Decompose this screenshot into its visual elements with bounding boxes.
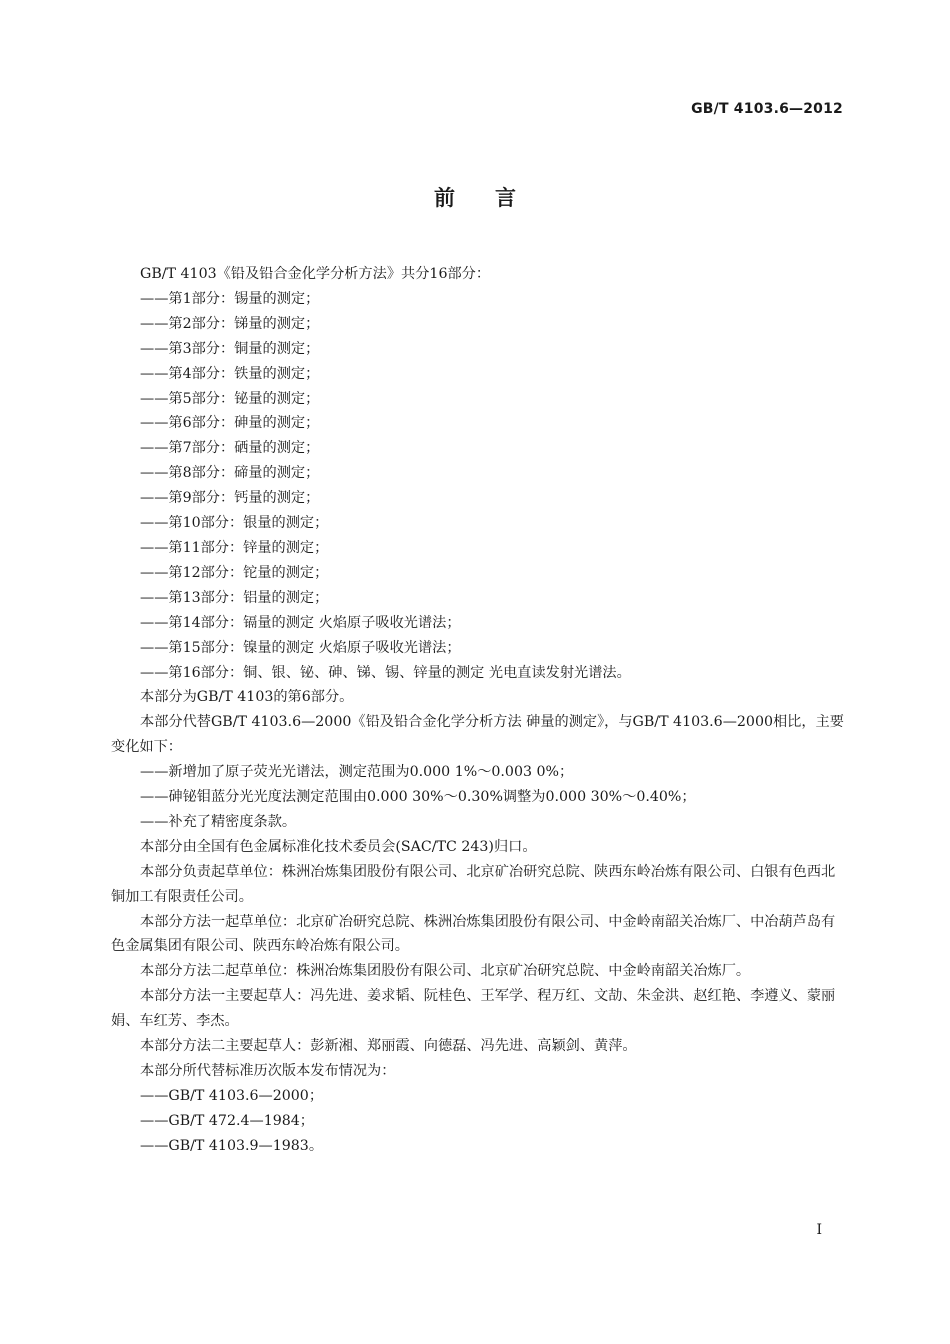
- part-list-item: ——第13部分：铝量的测定；: [140, 589, 329, 606]
- intro-paragraph: GB/T 4103《铅及铅合金化学分析方法》共分16部分：: [140, 266, 491, 282]
- change-list-item: ——补充了精密度条款。: [140, 813, 297, 830]
- part-list-item: ——第2部分：锑量的测定；: [140, 315, 320, 332]
- standard-code: GB/T 4103.6—2012: [691, 101, 843, 117]
- part-list-item: ——第10部分：银量的测定；: [140, 515, 329, 532]
- part-list-item: ——第4部分：铁量的测定；: [140, 365, 320, 382]
- page-number: I: [816, 1222, 822, 1238]
- part-list-item: ——第6部分：砷量的测定；: [140, 415, 320, 432]
- method1-drafters-paragraph: 本部分方法一主要起草人：冯先进、姜求韬、阮桂色、王军学、程万红、文劼、朱金洪、赵红艳、李遵义、蒙丽娟、车红芳、李杰。: [111, 988, 836, 1030]
- part-list-item: ——第14部分：镉量的测定 火焰原子吸收光谱法；: [140, 614, 461, 631]
- part-list-item: ——第15部分：镍量的测定 火焰原子吸收光谱法；: [140, 639, 461, 656]
- part-list-item: ——第7部分：硒量的测定；: [140, 440, 320, 457]
- proposed-paragraph: 本部分由全国有色金属标准化技术委员会(SAC/TC 243)归口。: [140, 838, 537, 855]
- foreword-body: [111, 262, 845, 1159]
- change-list-item: ——砷铋钼蓝分光光度法测定范围由0.000 30%～0.30%调整为0.000 30%～0.40%；: [140, 789, 696, 806]
- history-list-item: ——GB/T 4103.6—2000；: [140, 1087, 324, 1104]
- part-list-item: ——第8部分：碲量的测定；: [140, 465, 320, 482]
- page-title: 前言: [434, 186, 556, 210]
- part-list-item: ——第1部分：锡量的测定；: [140, 290, 320, 307]
- part-list-item: ——第9部分：钙量的测定；: [140, 490, 320, 507]
- replaces-paragraph: 本部分代替GB/T 4103.6—2000《铅及铅合金化学分析方法 砷量的测定》，与GB/T 4103.6—2000相比，主要变化如下：: [111, 714, 844, 756]
- method2-drafters-paragraph: 本部分方法二主要起草人：彭新湘、郑丽霞、向德磊、冯先进、高颖剑、黄萍。: [140, 1038, 637, 1055]
- change-list-item: ——新增加了原子荧光光谱法，测定范围为0.000 1%～0.003 0%；: [140, 764, 574, 781]
- drafting-unit-paragraph: 本部分负责起草单位：株洲冶炼集团股份有限公司、北京矿冶研究总院、陕西东岭冶炼有限公司、白银有色西北铜加工有限责任公司。: [111, 863, 836, 905]
- history-intro-paragraph: 本部分所代替标准历次版本发布情况为：: [140, 1063, 396, 1079]
- method2-units-paragraph: 本部分方法二起草单位：株洲冶炼集团股份有限公司、北京矿冶研究总院、中金岭南韶关冶炼厂。: [140, 963, 751, 980]
- method1-units-paragraph: 本部分方法一起草单位：北京矿冶研究总院、株洲冶炼集团股份有限公司、中金岭南韶关冶炼厂、中冶葫芦岛有色金属集团有限公司、陕西东岭冶炼有限公司。: [111, 913, 836, 955]
- part-list-item: ——第3部分：铜量的测定；: [140, 340, 320, 357]
- part-list-item: ——第5部分：铋量的测定；: [140, 390, 320, 407]
- part-list-item: ——第12部分：铊量的测定；: [140, 564, 329, 581]
- part-list-item: ——第16部分：铜、银、铋、砷、锑、锡、锌量的测定 光电直读发射光谱法。: [140, 664, 631, 681]
- history-list-item: ——GB/T 4103.9—1983。: [140, 1137, 324, 1154]
- part-list-item: ——第11部分：锌量的测定；: [140, 539, 329, 556]
- this-part-paragraph: 本部分为GB/T 4103的第6部分。: [140, 689, 354, 706]
- history-list-item: ——GB/T 472.4—1984；: [140, 1112, 314, 1129]
